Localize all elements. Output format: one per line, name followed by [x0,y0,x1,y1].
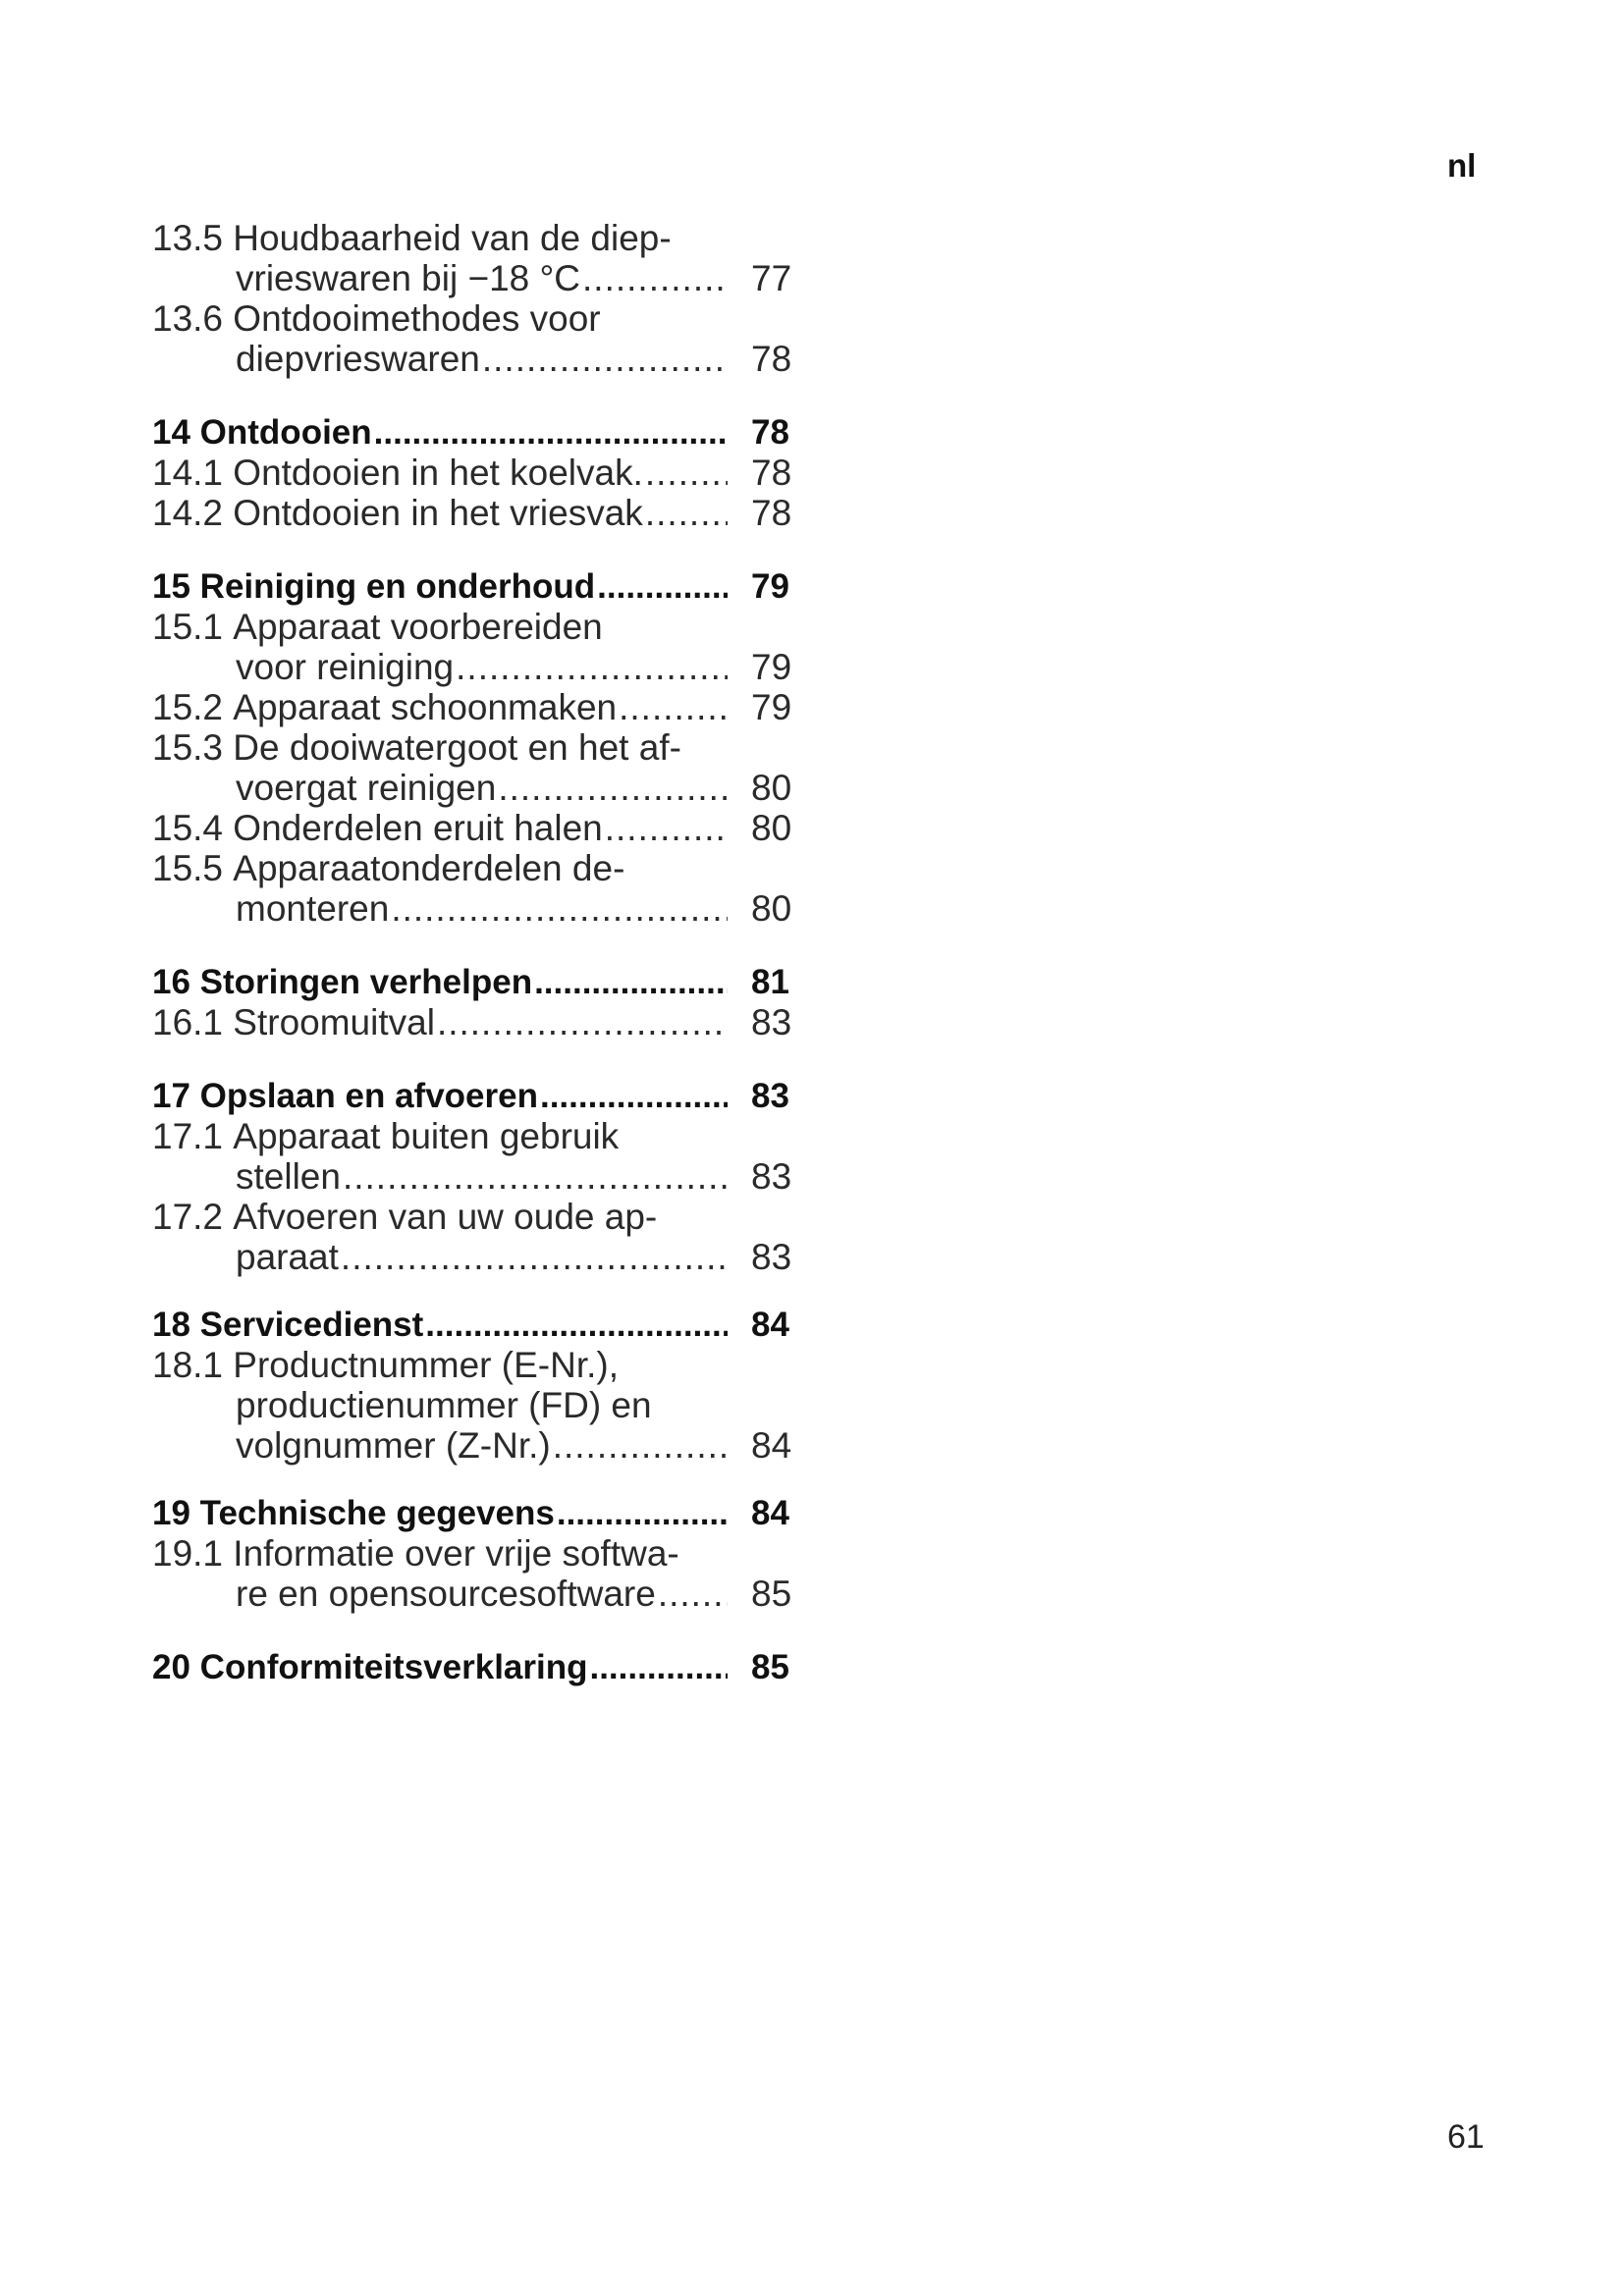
toc-chapter-number: 14 [152,413,190,452]
toc-entry-number: 13.5 [152,218,224,258]
toc-entry-number: 17.1 [152,1116,224,1156]
language-code: nl [1447,147,1477,184]
toc-page-number: 85 [751,1648,789,1686]
dot-leader [343,1156,728,1197]
toc-page-number: 80 [751,808,792,848]
toc-entry-number: 18.1 [152,1345,224,1385]
toc-page-number: 83 [751,1156,792,1197]
toc-entry-number: 15.2 [152,687,224,727]
dot-leader [341,1237,728,1277]
toc-entry-title: voergat reinigen [236,768,497,808]
toc-entry-number: 17.2 [152,1197,224,1237]
toc-page-number: 84 [751,1306,789,1344]
dot-leader [482,339,728,379]
toc-entry-title: stellen [236,1156,341,1197]
toc-entry-number: 14.1 [152,453,224,493]
toc-chapter-15[interactable] [152,566,800,607]
toc-entry-18-1[interactable] [152,1345,800,1385]
dot-leader [589,1647,728,1687]
toc-entry-title: Apparaat schoonmaken [233,687,618,727]
toc-entry-title: Apparaatonderdelen de- [233,848,625,888]
toc-entry-14-1[interactable] [152,453,800,493]
toc-entry-15-4[interactable] [152,808,800,848]
toc-entry-title: De dooiwatergoot en het af- [233,727,681,768]
page-number: 61 [1447,2118,1485,2156]
toc-entry-18-1-continued[interactable] [152,1425,800,1466]
toc-entry-title: Ontdooien in het vriesvak [233,493,643,533]
toc-page-number: 83 [751,1002,792,1042]
dot-leader [658,1574,728,1614]
toc-page-number: 78 [751,493,792,533]
toc-page-number: 80 [751,888,792,929]
toc-entry-19-1-continued[interactable] [152,1574,800,1614]
toc-chapter-number: 15 [152,567,190,606]
toc-entry-13-5[interactable] [152,218,800,258]
toc-entry-17-2-continued[interactable] [152,1237,800,1277]
dot-leader [605,808,728,848]
dot-leader [540,1076,728,1116]
dot-leader [391,888,728,929]
toc-entry-number: 15.3 [152,727,224,768]
toc-page-number: 83 [751,1077,789,1115]
toc-entry-15-3-continued[interactable] [152,768,800,808]
toc-entry-title: Ontdooien in het koelvak. [233,453,643,493]
toc-entry-15-1-continued[interactable] [152,647,800,687]
dot-leader [645,493,728,533]
toc-entry-title: re en opensourcesoftware [236,1574,656,1614]
dot-leader [498,768,728,808]
toc-chapter-14[interactable] [152,412,800,453]
toc-entry-15-1[interactable] [152,607,800,647]
toc-entry-title: volgnummer (Z-Nr.) [236,1425,551,1466]
toc-entry-18-1-continued[interactable] [152,1385,800,1425]
toc-chapter-number: 18 [152,1306,190,1344]
dot-leader [456,647,728,687]
toc-entry-17-1-continued[interactable] [152,1156,800,1197]
toc-chapter-19[interactable] [152,1493,800,1533]
toc-page-number: 85 [751,1574,792,1614]
toc-entry-number: 15.1 [152,607,224,647]
toc-entry-13-5-continued[interactable] [152,258,800,298]
toc-entry-15-3[interactable] [152,727,800,768]
toc-chapter-title: Storingen verhelpen [199,963,533,1001]
dot-leader [597,566,728,607]
toc-chapter-title: Technische gegevens [199,1494,555,1532]
toc-entry-number: 14.2 [152,493,224,533]
table-of-contents [152,218,800,1687]
toc-entry-number: 16.1 [152,1002,224,1042]
toc-chapter-number: 17 [152,1077,190,1115]
toc-page-number: 78 [751,453,792,493]
dot-leader [557,1493,728,1533]
toc-entry-14-2[interactable] [152,493,800,533]
toc-page-number: 77 [751,258,792,298]
dot-leader [619,687,728,727]
dot-leader [437,1002,728,1042]
toc-entry-number: 19.1 [152,1533,224,1574]
dot-leader [582,258,728,298]
dot-leader [374,412,728,453]
toc-entry-19-1[interactable] [152,1533,800,1574]
toc-page-number: 79 [751,567,789,606]
toc-chapter-title: Reiniging en onderhoud [199,567,596,606]
toc-chapter-17[interactable] [152,1076,800,1116]
dot-leader [425,1305,728,1345]
toc-page-number: 79 [751,647,792,687]
toc-chapter-title: Opslaan en afvoeren [199,1077,538,1115]
toc-entry-title: paraat [236,1237,339,1277]
toc-entry-17-2[interactable] [152,1197,800,1237]
toc-page-number: 84 [751,1494,789,1532]
toc-entry-number: 15.5 [152,848,224,888]
toc-chapter-16[interactable] [152,962,800,1002]
dot-leader [534,962,728,1002]
toc-entry-13-6[interactable] [152,298,800,339]
toc-chapter-title: Servicedienst [199,1306,424,1344]
toc-chapter-title: Ontdooien [199,413,372,452]
toc-entry-title: Productnummer (E-Nr.), [233,1345,619,1385]
toc-entry-number: 15.4 [152,808,224,848]
toc-page-number: 84 [751,1425,792,1466]
toc-page-number: 83 [751,1237,792,1277]
toc-entry-title: Apparaat buiten gebruik [233,1116,620,1156]
toc-entry-15-5-continued[interactable] [152,888,800,929]
dot-leader [553,1425,728,1466]
toc-entry-title: Informatie over vrije softwa- [233,1533,679,1574]
toc-entry-title: Onderdelen eruit halen [233,808,603,848]
toc-entry-title: Houdbaarheid van de diep- [233,218,672,258]
toc-entry-title: Apparaat voorbereiden [233,607,603,647]
toc-page-number: 78 [751,339,792,379]
toc-entry-15-5[interactable] [152,848,800,888]
dot-leader [645,453,728,493]
toc-entry-13-6-continued[interactable] [152,339,800,379]
toc-entry-title: vrieswaren bij −18 °C [236,258,581,298]
toc-entry-title: diepvrieswaren [236,339,480,379]
toc-chapter-title: Conformiteitsverklaring [199,1648,588,1686]
toc-entry-16-1[interactable] [152,1002,800,1042]
toc-chapter-20[interactable] [152,1647,800,1687]
toc-entry-title: Stroomuitval [233,1002,435,1042]
toc-chapter-18[interactable] [152,1305,800,1345]
toc-entry-title: Afvoeren van uw oude ap- [233,1197,658,1237]
toc-entry-15-2[interactable] [152,687,800,727]
toc-page-number: 79 [751,687,792,727]
toc-chapter-number: 20 [152,1648,190,1686]
toc-entry-number: 13.6 [152,298,224,339]
toc-page-number: 81 [751,963,789,1001]
toc-entry-17-1[interactable] [152,1116,800,1156]
toc-chapter-number: 19 [152,1494,190,1532]
toc-entry-title: monteren [236,888,390,929]
toc-entry-title: productienummer (FD) en [236,1385,652,1425]
toc-page-number: 78 [751,413,789,452]
toc-chapter-number: 16 [152,963,190,1001]
toc-entry-title: Ontdooimethodes voor [233,298,601,339]
toc-entry-title: voor reiniging [236,647,455,687]
toc-page-number: 80 [751,768,792,808]
